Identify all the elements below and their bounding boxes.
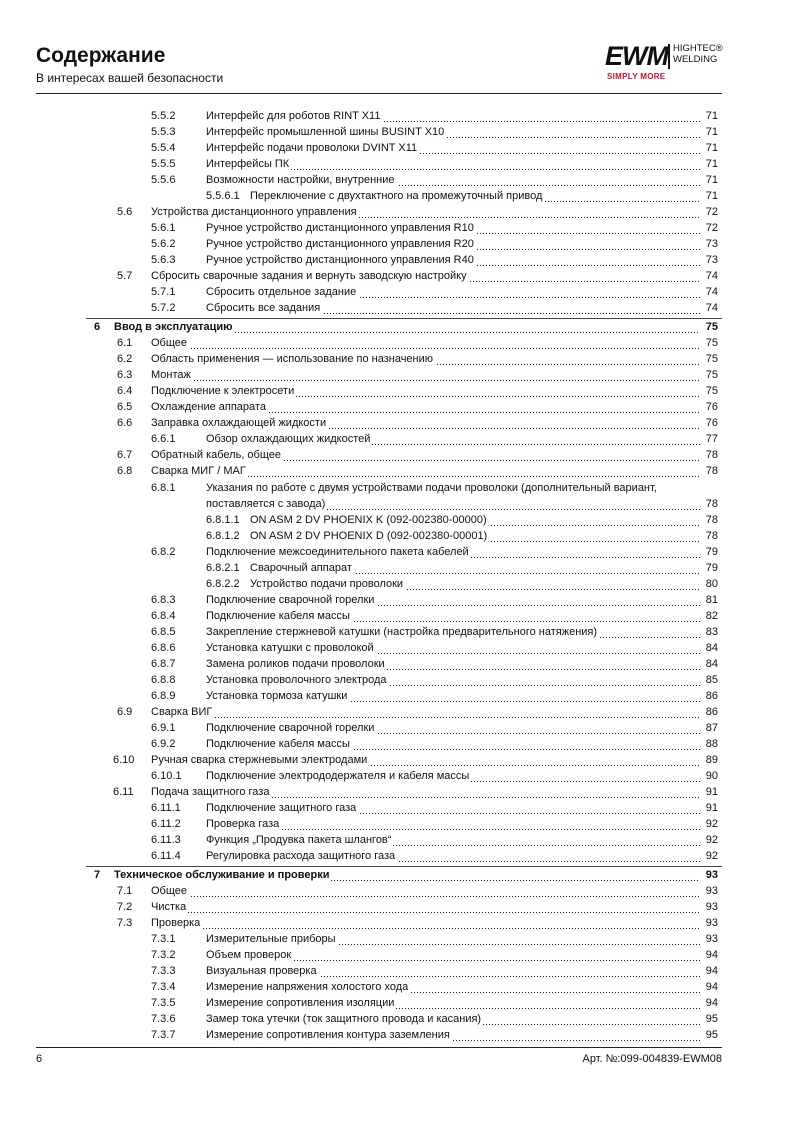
toc-number: 5.6.2 xyxy=(151,238,176,250)
toc-title: Замена роликов подачи проволоки xyxy=(206,658,385,670)
toc-entry[interactable] xyxy=(0,609,793,624)
toc-number: 7.3.1 xyxy=(151,933,176,945)
toc-page: 93 xyxy=(700,884,718,899)
toc-entry[interactable] xyxy=(0,336,793,351)
toc-number: 6 xyxy=(94,321,101,333)
toc-entry[interactable] xyxy=(0,900,793,915)
toc-title: Сварка ВИГ xyxy=(151,706,213,718)
toc-entry[interactable] xyxy=(0,641,793,656)
toc-title: Подача защитного газа xyxy=(151,786,270,798)
toc-title: Подключение к электросети xyxy=(151,385,295,397)
footer-rule xyxy=(36,1047,722,1048)
toc-title: Устройство подачи проволоки xyxy=(250,578,404,590)
toc-number: 6.8.7 xyxy=(151,658,176,670)
toc-entry[interactable] xyxy=(0,561,793,576)
toc-title: Измерение сопротивления контура заземления xyxy=(206,1029,450,1041)
toc-entry[interactable] xyxy=(0,1028,793,1043)
toc-page: 75 xyxy=(700,336,718,351)
toc-page: 87 xyxy=(700,721,718,736)
toc-title: Проверка xyxy=(151,917,201,929)
toc-title-continuation: поставляется с завода) xyxy=(206,498,326,510)
toc-entry[interactable] xyxy=(0,416,793,431)
toc-page: 93 xyxy=(700,868,718,883)
toc-title: Ручная сварка стержневыми электродами xyxy=(151,754,368,766)
toc-entry[interactable] xyxy=(0,237,793,252)
toc-title: Замер тока утечки (ток защитного провода и касания) xyxy=(206,1013,482,1025)
toc-number: 7 xyxy=(94,869,101,881)
toc-entry[interactable] xyxy=(0,173,793,188)
toc-entry[interactable] xyxy=(0,352,793,367)
toc-number: 5.5.6 xyxy=(151,174,176,186)
toc-page: 75 xyxy=(700,368,718,383)
toc-page: 79 xyxy=(700,561,718,576)
toc-entry[interactable] xyxy=(0,301,793,316)
toc-number: 5.5.6.1 xyxy=(206,190,240,202)
toc-number: 5.5.2 xyxy=(151,110,176,122)
toc-entry[interactable] xyxy=(0,529,793,544)
toc-page: 86 xyxy=(700,705,718,720)
toc-number: 6.8.1 xyxy=(151,482,176,494)
toc-number: 6.7 xyxy=(117,449,133,461)
toc-number: 7.3.4 xyxy=(151,981,176,993)
toc-number: 6.11.3 xyxy=(151,834,181,846)
toc-page: 94 xyxy=(700,996,718,1011)
toc-page: 89 xyxy=(700,753,718,768)
toc-entry[interactable] xyxy=(0,801,793,816)
toc-page: 75 xyxy=(700,320,718,335)
toc-page: 82 xyxy=(700,609,718,624)
logo-line2: WELDING xyxy=(673,54,718,65)
toc-entry[interactable] xyxy=(0,753,793,768)
toc-title: Подключение электрододержателя и кабеля массы xyxy=(206,770,470,782)
toc-title: Чистка xyxy=(151,901,187,913)
page-number: 6 xyxy=(36,1053,43,1065)
toc-number: 6.6 xyxy=(117,417,133,429)
toc-number: 6.8.3 xyxy=(151,594,176,606)
toc-number: 6.8.1.2 xyxy=(206,530,240,542)
toc-number: 5.5.5 xyxy=(151,158,176,170)
toc-number: 5.5.4 xyxy=(151,142,176,154)
toc-number: 5.7 xyxy=(117,270,133,282)
chapter-separator xyxy=(86,866,722,867)
toc-page: 76 xyxy=(700,400,718,415)
toc-title: Переключение с двухтактного на промежуточный привод xyxy=(250,190,543,202)
toc-page: 95 xyxy=(700,1028,718,1043)
toc-number: 7.3.6 xyxy=(151,1013,176,1025)
toc-number: 5.7.1 xyxy=(151,286,176,298)
page-title: Содержание xyxy=(36,44,166,67)
toc-number: 6.8.1.1 xyxy=(206,514,240,526)
toc-entry[interactable] xyxy=(0,980,793,995)
toc-entry[interactable] xyxy=(0,689,793,704)
toc-entry[interactable] xyxy=(0,368,793,383)
toc-entry[interactable] xyxy=(0,577,793,592)
toc-number: 6.11 xyxy=(113,786,134,798)
ewm-logo xyxy=(605,41,725,83)
toc-title: Сбросить все задания xyxy=(206,302,321,314)
toc-title: Устройства дистанционного управления xyxy=(151,206,357,218)
toc-number: 6.1 xyxy=(117,337,133,349)
toc-page: 75 xyxy=(700,352,718,367)
toc-number: 5.5.3 xyxy=(151,126,176,138)
toc-number: 7.3.5 xyxy=(151,997,176,1009)
toc-entry[interactable] xyxy=(0,948,793,963)
logo-tagline xyxy=(673,43,723,65)
toc-entry[interactable] xyxy=(0,205,793,220)
toc-number: 6.8.6 xyxy=(151,642,176,654)
toc-page: 88 xyxy=(700,737,718,752)
toc-number: 6.6.1 xyxy=(151,433,176,445)
toc-title: Ручное устройство дистанционного управления R20 xyxy=(206,238,474,250)
toc-entry[interactable] xyxy=(0,625,793,640)
toc-number: 6.8.9 xyxy=(151,690,176,702)
toc-title: Возможности настройки, внутренние xyxy=(206,174,395,186)
toc-title: Установка тормоза катушки xyxy=(206,690,348,702)
toc-number: 6.10.1 xyxy=(151,770,182,782)
logo-line1: HIGHTEC® xyxy=(673,43,723,54)
toc-title: Общее xyxy=(151,337,188,349)
toc-title: Измерение напряжения холостого хода xyxy=(206,981,409,993)
toc-number: 7.3.2 xyxy=(151,949,176,961)
toc-page: 94 xyxy=(700,948,718,963)
toc-page: 72 xyxy=(700,205,718,220)
toc-page: 74 xyxy=(700,269,718,284)
toc-title: Подключение сварочной горелки xyxy=(206,722,375,734)
toc-entry[interactable] xyxy=(0,932,793,947)
toc-title: Указания по работе с двумя устройствами подачи проволоки (дополнительный вариант, xyxy=(206,482,657,494)
toc-title: Подключение защитного газа xyxy=(206,802,357,814)
toc-entry[interactable] xyxy=(0,285,793,300)
toc-title: Визуальная проверка xyxy=(206,965,317,977)
toc-number: 5.6 xyxy=(117,206,133,218)
toc-title: Техническое обслуживание и проверки xyxy=(114,869,330,881)
toc-title: Монтаж xyxy=(151,369,191,381)
toc-title: Функция „Продувка пакета шлангов“ xyxy=(206,834,392,846)
logo-divider xyxy=(668,44,670,69)
toc-title: Сварка МИГ / МАГ xyxy=(151,465,246,477)
toc-number: 6.11.4 xyxy=(151,850,181,862)
toc-title: Заправка охлаждающей жидкости xyxy=(151,417,327,429)
toc-number: 6.11.2 xyxy=(151,818,181,830)
toc-title: Закрепление стержневой катушки (настройка предварительного натяжения) xyxy=(206,626,598,638)
toc-number: 7.2 xyxy=(117,901,133,913)
toc-entry[interactable] xyxy=(0,849,793,864)
toc-page: 73 xyxy=(700,237,718,252)
toc-number: 5.6.1 xyxy=(151,222,176,234)
toc-entry[interactable] xyxy=(0,464,793,479)
toc-entry[interactable] xyxy=(0,769,793,784)
toc-entry[interactable] xyxy=(0,785,793,800)
toc-number: 6.10 xyxy=(113,754,135,766)
toc-entry[interactable] xyxy=(0,400,793,415)
toc-title: Интерфейс подачи проволоки DVINT X11 xyxy=(206,142,418,154)
toc-title: Ввод в эксплуатацию xyxy=(114,321,233,333)
toc-number: 5.7.2 xyxy=(151,302,176,314)
toc-page: 71 xyxy=(700,125,718,140)
toc-number: 6.8.5 xyxy=(151,626,176,638)
toc-title: Регулировка расхода защитного газа xyxy=(206,850,396,862)
toc-number: 6.5 xyxy=(117,401,133,413)
toc-title: Объем проверок xyxy=(206,949,292,961)
toc-number: 5.6.3 xyxy=(151,254,176,266)
toc-page: 71 xyxy=(700,173,718,188)
toc-page: 72 xyxy=(700,221,718,236)
toc-number: 6.2 xyxy=(117,353,133,365)
toc-page: 84 xyxy=(700,657,718,672)
toc-entry[interactable] xyxy=(0,384,793,399)
toc-title: Интерфейс для роботов RINT X11 xyxy=(206,110,381,122)
toc-entry[interactable] xyxy=(0,269,793,284)
toc-title: Интерфейс промышленной шины BUSINT X10 xyxy=(206,126,445,138)
article-number: Арт. №:099-004839-EWM08 xyxy=(582,1053,722,1065)
toc-title: Подключение кабеля массы xyxy=(206,738,350,750)
toc-entry[interactable] xyxy=(0,593,793,608)
toc-number: 6.3 xyxy=(117,369,133,381)
logo-slogan: SIMPLY MORE xyxy=(607,72,666,81)
toc-title: Сбросить сварочные задания и вернуть заводскую настройку xyxy=(151,270,467,282)
toc-page: 71 xyxy=(700,157,718,172)
toc-number: 6.8.2.2 xyxy=(206,578,240,590)
toc-title: Обратный кабель, общее xyxy=(151,449,282,461)
toc-title: Установка катушки с проволокой xyxy=(206,642,374,654)
toc-entry[interactable] xyxy=(0,253,793,268)
toc-title: Проверка газа xyxy=(206,818,280,830)
toc-page: 93 xyxy=(700,916,718,931)
toc-entry[interactable] xyxy=(0,432,793,447)
toc-page: 95 xyxy=(700,1012,718,1027)
toc-entry[interactable] xyxy=(0,916,793,931)
toc-page: 75 xyxy=(700,384,718,399)
toc-entry[interactable] xyxy=(0,705,793,720)
toc-entry[interactable] xyxy=(0,513,793,528)
toc-page: 91 xyxy=(700,785,718,800)
toc-title: Сварочный аппарат xyxy=(250,562,352,574)
toc-entry[interactable] xyxy=(0,189,793,204)
toc-number: 6.8.8 xyxy=(151,674,176,686)
toc-page: 78 xyxy=(700,529,718,544)
toc-title: Установка проволочного электрода xyxy=(206,674,387,686)
toc-page: 79 xyxy=(700,545,718,560)
toc-number: 7.1 xyxy=(117,885,133,897)
toc-title: Сбросить отдельное задание xyxy=(206,286,357,298)
toc-entry[interactable] xyxy=(0,545,793,560)
toc-number: 6.11.1 xyxy=(151,802,181,814)
toc-page: 92 xyxy=(700,849,718,864)
toc-entry-first-line[interactable] xyxy=(0,481,793,496)
toc-page: 81 xyxy=(700,593,718,608)
toc-title: Подключение сварочной горелки xyxy=(206,594,375,606)
toc-number: 7.3 xyxy=(117,917,133,929)
toc-entry[interactable] xyxy=(0,657,793,672)
toc-chapter[interactable] xyxy=(0,868,793,883)
toc-page: 78 xyxy=(700,448,718,463)
toc-title: Интерфейсы ПК xyxy=(206,158,290,170)
toc-page: 78 xyxy=(700,464,718,479)
toc-number: 6.8 xyxy=(117,465,133,477)
toc-page: 74 xyxy=(700,301,718,316)
toc-entry[interactable] xyxy=(0,448,793,463)
toc-title: Область применения — использование по назначению xyxy=(151,353,434,365)
toc-page: 92 xyxy=(700,817,718,832)
toc-chapter[interactable] xyxy=(0,320,793,335)
toc-title: Подключение межсоединительного пакета кабелей xyxy=(206,546,469,558)
toc-entry[interactable] xyxy=(0,157,793,172)
toc-entry[interactable] xyxy=(0,125,793,140)
toc-entry[interactable] xyxy=(0,141,793,156)
toc-title: ON ASM 2 DV PHOENIX D (092-002380-00001) xyxy=(250,530,488,542)
toc-page: 73 xyxy=(700,253,718,268)
page-subtitle: В интересах вашей безопасности xyxy=(36,71,224,85)
toc-title: Общее xyxy=(151,885,188,897)
toc-entry[interactable] xyxy=(0,109,793,124)
toc-title: Ручное устройство дистанционного управления R10 xyxy=(206,222,474,234)
toc-title: Измерительные приборы xyxy=(206,933,336,945)
toc-entry[interactable] xyxy=(0,964,793,979)
toc-entry[interactable] xyxy=(0,737,793,752)
toc-page: 71 xyxy=(700,189,718,204)
toc-entry[interactable] xyxy=(0,673,793,688)
toc-page: 71 xyxy=(700,109,718,124)
toc-page: 94 xyxy=(700,964,718,979)
toc-page: 78 xyxy=(700,497,718,512)
toc-number: 6.8.4 xyxy=(151,610,176,622)
toc-page: 92 xyxy=(700,833,718,848)
toc-title: Измерение сопротивления изоляции xyxy=(206,997,395,1009)
toc-number: 6.8.2.1 xyxy=(206,562,240,574)
toc-page: 71 xyxy=(700,141,718,156)
toc-page: 94 xyxy=(700,980,718,995)
toc-page: 74 xyxy=(700,285,718,300)
toc-page: 93 xyxy=(700,900,718,915)
toc-page: 90 xyxy=(700,769,718,784)
toc-entry[interactable] xyxy=(0,721,793,736)
toc-entry[interactable] xyxy=(0,1012,793,1027)
toc-page: 83 xyxy=(700,625,718,640)
toc-page: 91 xyxy=(700,801,718,816)
toc-page: 78 xyxy=(700,513,718,528)
header-rule xyxy=(36,93,722,94)
toc-entry[interactable] xyxy=(0,996,793,1011)
toc-number: 6.9.2 xyxy=(151,738,176,750)
toc-title: Обзор охлаждающих жидкостей xyxy=(206,433,371,445)
logo-brand: EWM xyxy=(605,41,668,71)
toc-title: ON ASM 2 DV PHOENIX K (092-002380-00000) xyxy=(250,514,487,526)
toc-page: 93 xyxy=(700,932,718,947)
toc-number: 7.3.7 xyxy=(151,1029,176,1041)
toc-page: 85 xyxy=(700,673,718,688)
toc-entry[interactable] xyxy=(0,817,793,832)
toc-title: Ручное устройство дистанционного управления R40 xyxy=(206,254,474,266)
toc-title: Подключение кабеля массы xyxy=(206,610,350,622)
toc-page: 86 xyxy=(700,689,718,704)
toc-title: Охлаждение аппарата xyxy=(151,401,266,413)
toc-entry[interactable] xyxy=(0,833,793,848)
toc-page: 77 xyxy=(700,432,718,447)
toc-page: 76 xyxy=(700,416,718,431)
toc-entry[interactable] xyxy=(0,221,793,236)
toc-number: 6.4 xyxy=(117,385,133,397)
toc-number: 7.3.3 xyxy=(151,965,176,977)
toc-entry[interactable] xyxy=(0,884,793,899)
chapter-separator xyxy=(86,318,722,319)
toc-entry-continuation[interactable] xyxy=(0,497,793,512)
toc-page: 84 xyxy=(700,641,718,656)
toc-page: 80 xyxy=(700,577,718,592)
toc-number: 6.9 xyxy=(117,706,133,718)
toc-number: 6.8.2 xyxy=(151,546,176,558)
toc-number: 6.9.1 xyxy=(151,722,176,734)
